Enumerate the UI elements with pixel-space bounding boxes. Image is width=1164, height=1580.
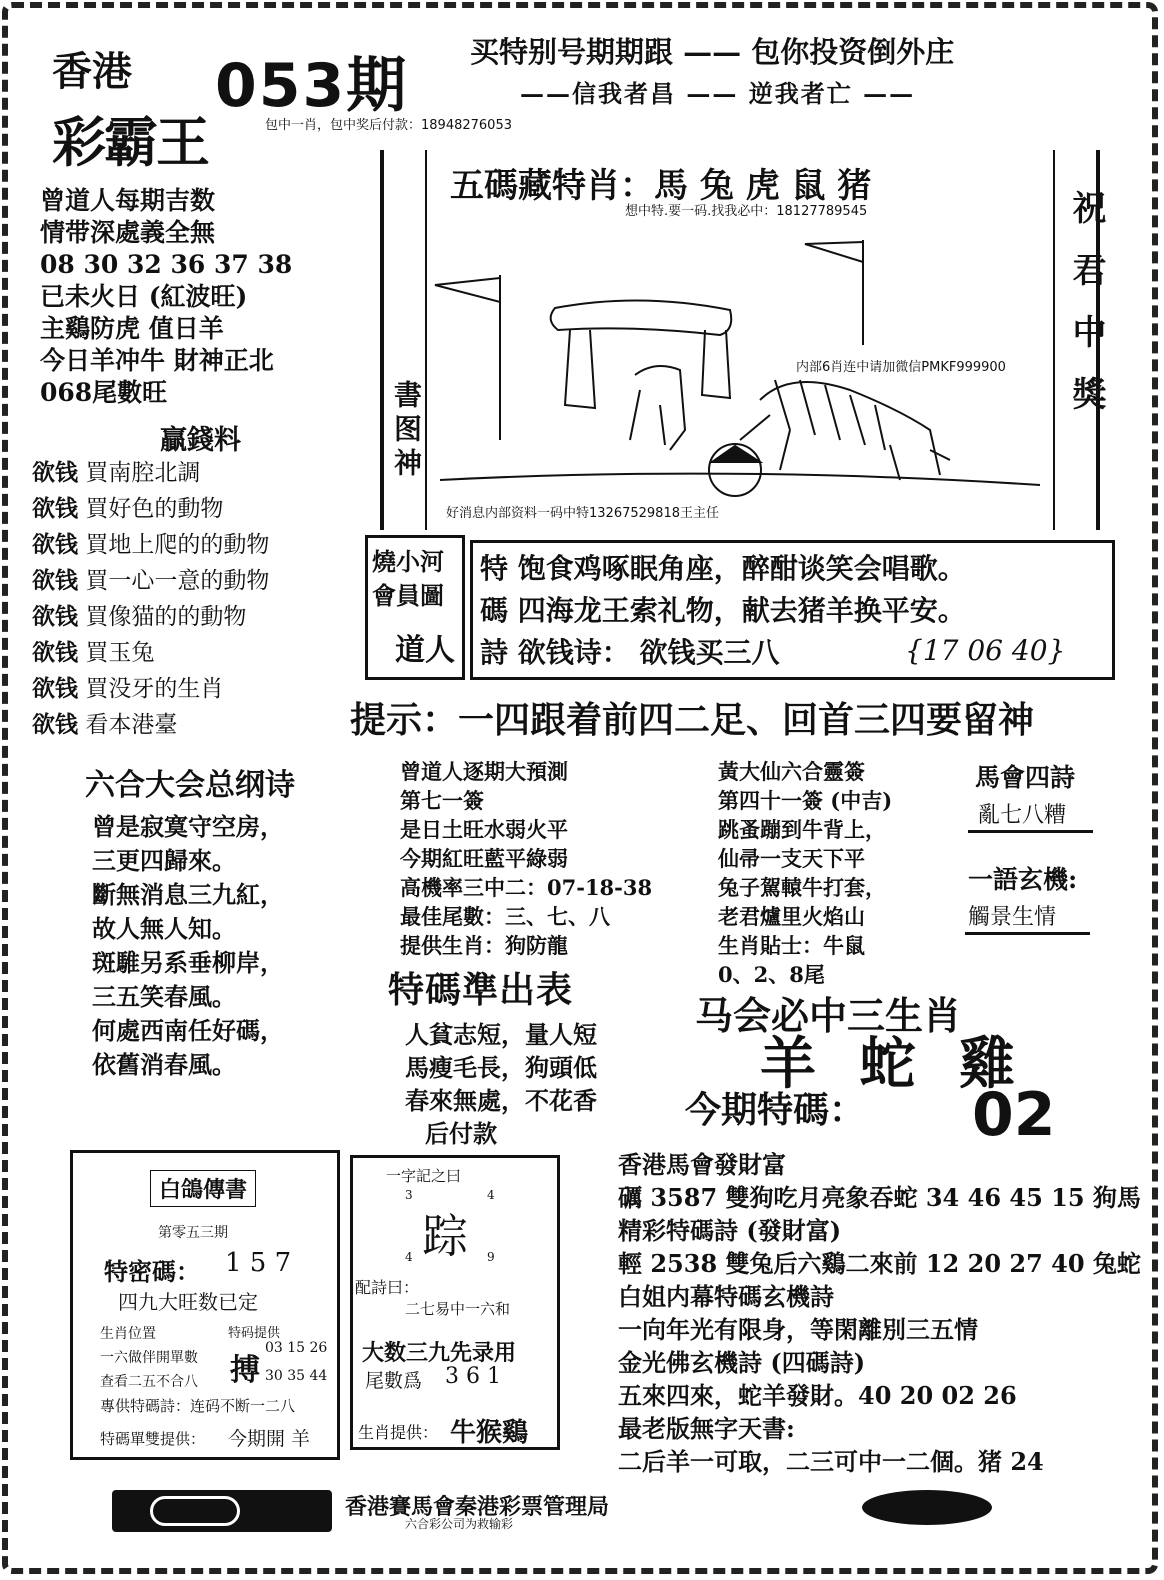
pigeon-provide-nums-2: 30 35 44 — [265, 1368, 328, 1384]
money-text: 看本港臺 — [85, 712, 178, 738]
rb-line: 五來四來，蛇羊發財。40 20 02 26 — [618, 1381, 1017, 1410]
stamp-mid: 會員圖 — [372, 581, 444, 610]
liuhe-line: 三更四歸來。 — [92, 846, 236, 875]
tema-line: 人貧志短，量人短 — [405, 1020, 597, 1049]
money-item — [32, 707, 269, 743]
ad-line-2: 内部6肖连中请加微信PMKF999900 — [796, 360, 1006, 375]
liuhe-line: 曾是寂寞守空房， — [92, 812, 284, 841]
slogan-sub: ——信我者昌 —— 逆我者亡 —— — [520, 79, 916, 108]
liuhe-title: 六合大会总纲诗 — [85, 768, 295, 803]
right-bottom-block — [618, 1148, 1141, 1478]
pigeon-tema-label: 特密碼： — [104, 1257, 200, 1286]
money-prefix: 欲钱 — [32, 459, 78, 486]
poem-line: 068尾數旺 — [40, 378, 168, 407]
stone-pillar-right — [702, 330, 730, 398]
huang-line: 兔子駕轅牛打套， — [718, 875, 886, 900]
money-item — [32, 455, 269, 491]
money-item — [32, 599, 269, 635]
slogan-main: 买特别号期期跟 —— 包你投资倒外庄 — [470, 35, 955, 69]
rb-line: 最老版無字天書: — [618, 1414, 795, 1443]
pigeon-pos-line: 查看二五不合八 — [100, 1374, 198, 1390]
zebra-illustration — [430, 230, 1050, 500]
one-word-tail-label: 尾數爲 — [365, 1370, 423, 1392]
three-zodiac-animals: 羊 蛇 雞 — [760, 1031, 1027, 1097]
money-text: 買玉兔 — [85, 640, 155, 666]
money-item — [32, 491, 269, 527]
money-text: 買南腔北調 — [85, 460, 201, 486]
pigeon-title: 白鴿傳書 — [150, 1170, 256, 1207]
money-prefix: 欲钱 — [32, 639, 78, 666]
zeng-line: 曾道人逐期大預測 — [400, 759, 568, 784]
pigeon-single-label: 特碼單雙提供： — [100, 1430, 206, 1448]
footer-text: 香港賽馬會秦港彩票管理局 — [345, 1494, 610, 1520]
money-prefix: 欲钱 — [32, 531, 78, 558]
mahui-title: 馬會四詩 — [975, 763, 1076, 792]
liuhe-poem — [92, 810, 284, 1082]
stamp-bottom: 道人 — [395, 633, 455, 668]
footer-sub: 六合彩公司为救输彩 — [405, 1517, 514, 1531]
five-code-zodiac: 五碼藏特肖：馬 兔 虎 鼠 猪 — [450, 166, 872, 206]
huang-line: 黃大仙六合靈簽 — [718, 759, 865, 784]
pigeon-pos-line: 生肖位置 — [100, 1326, 156, 1342]
hint-text: 一四跟着前四二足、回首三四要留神 — [458, 699, 1035, 741]
pigeon-issue: 第零五三期 — [158, 1225, 228, 1241]
money-item — [32, 563, 269, 599]
special-poem-line: 特 饱食鸡啄眠角座，醉酣谈笑会唱歌。 — [480, 552, 966, 585]
huang-line: 第四十一簽 (中吉) — [718, 788, 893, 813]
zeng-line: 是日土旺水弱火平 — [400, 817, 568, 842]
yiyu-divider — [965, 932, 1090, 935]
zeng-predict — [400, 757, 652, 960]
pigeon-pos-line: 一六做伴開單數 — [100, 1350, 198, 1366]
money-text: 買像猫的的動物 — [85, 604, 247, 630]
yiyu-title: 一語玄機: — [968, 865, 1078, 894]
one-word-char: 踪 — [422, 1209, 468, 1263]
one-word-zodiac-value: 牛猴鷄 — [450, 1418, 529, 1448]
money-prefix: 欲钱 — [32, 567, 78, 594]
one-word-title: 一字記之曰 — [386, 1167, 462, 1185]
zeng-line: 提供生肖：狗防龍 — [400, 933, 568, 958]
money-text: 買好色的動物 — [85, 496, 224, 522]
money-title: 贏錢料 — [160, 425, 241, 456]
pigeon-provide-char: 搏 — [230, 1353, 260, 1388]
center-divider-right — [1053, 150, 1055, 530]
one-word-num: 4 — [487, 1188, 495, 1202]
liuhe-line: 斑騅另系垂柳岸， — [92, 948, 284, 977]
money-item — [32, 671, 269, 707]
one-word-tail-value: 3 6 1 — [445, 1364, 501, 1389]
huang-line: 老君爐里火焰山 — [718, 904, 865, 929]
pigeon-tema-value: 1 5 7 — [225, 1248, 292, 1278]
tema-line: 后付款 — [425, 1119, 497, 1148]
poem-line: 曾道人每期吉数 — [40, 186, 216, 215]
stone-pillar-left — [565, 330, 595, 408]
brand-name: 彩霸王 — [52, 110, 208, 174]
money-prefix: 欲钱 — [32, 603, 78, 630]
rb-line: 輕 2538 雙兔后六鷄二來前 12 20 27 40 兔蛇 — [618, 1249, 1141, 1278]
money-text: 買没牙的生肖 — [85, 676, 224, 702]
zebra-walking — [740, 382, 950, 480]
ad-line-3: 好消息内部资料一码中特13267529818王主任 — [446, 506, 719, 521]
poem-line: 已未火日 (紅波旺) — [40, 282, 248, 311]
three-zodiac-title: 马会必中三生肖 — [695, 994, 962, 1038]
rb-line: 礪 3587 雙狗吃月亮象吞蛇 34 46 45 15 狗馬 — [618, 1183, 1141, 1212]
liuhe-line: 斷無消息三九紅， — [92, 880, 284, 909]
yiyu-text: 觸景生情 — [968, 905, 1057, 930]
pigeon-provide-nums-1: 03 15 26 — [265, 1340, 328, 1356]
money-item — [32, 635, 269, 671]
pigeon-tema-note: 四九大旺数已定 — [118, 1290, 258, 1314]
rb-line: 金光佛玄機詩 (四碼詩) — [618, 1348, 866, 1377]
one-word-zodiac-label: 生肖提供： — [358, 1423, 439, 1442]
hint-label: 提示： — [350, 699, 459, 741]
today-code-label: 今期特碼： — [685, 1090, 866, 1131]
tema-line: 馬瘦毛長，狗頭低 — [405, 1053, 597, 1082]
liuhe-line: 故人無人知。 — [92, 914, 236, 943]
issue-number: 053期 — [215, 51, 409, 121]
liuhe-line: 三五笑春風。 — [92, 982, 236, 1011]
right-vertical-label: 祝君中獎 — [1066, 190, 1106, 438]
poem-line: 主鷄防虎 值日羊 — [40, 314, 224, 343]
money-text: 買一心一意的動物 — [85, 568, 270, 594]
one-word-num: 3 — [405, 1188, 413, 1202]
stone-lintel — [551, 300, 732, 335]
money-prefix: 欲钱 — [32, 711, 78, 738]
ad-line-1: 想中特.要一码.找我必中：18127789545 — [625, 204, 868, 219]
pigeon-provide-label: 特码提供 — [228, 1326, 281, 1341]
one-word-poem: 二七易中一六和 — [405, 1300, 511, 1318]
zeng-line: 高機率三中二：07-18-38 — [400, 875, 653, 900]
zebra-standing — [630, 366, 685, 450]
flag-right — [805, 242, 863, 262]
one-word-poem-label: 配詩曰： — [355, 1278, 420, 1297]
liuhe-line: 何處西南任好碼， — [92, 1016, 284, 1045]
zebra-stripes — [775, 380, 885, 450]
tema-chart-lines — [405, 1018, 597, 1150]
zeng-line: 第七一簽 — [400, 788, 484, 813]
rb-line: 二后羊一可取，二三可中一二個。猪 24 — [618, 1447, 1044, 1476]
special-poem-line: 碼 四海龙王索礼物，献去猪羊换平安。 — [480, 594, 966, 627]
mahui-text: 亂七八糟 — [978, 803, 1067, 828]
huang-line: 仙帚一支天下平 — [718, 846, 865, 871]
tema-chart-title: 特碼準出表 — [388, 970, 574, 1011]
huang-daxian — [718, 757, 892, 989]
poem-line: 08 30 32 36 37 38 — [40, 250, 293, 279]
rb-line: 香港馬會發財富 — [618, 1150, 786, 1179]
pigeon-single-value: 今期開 羊 — [228, 1428, 311, 1450]
pigeon-pos — [100, 1322, 198, 1394]
rb-line: 白姐内幕特碼玄機詩 — [618, 1282, 834, 1311]
one-word-num: 4 — [405, 1250, 413, 1264]
poem-line: 今日羊冲牛 財神正北 — [40, 346, 274, 375]
liuhe-line: 依舊消春風。 — [92, 1050, 236, 1079]
tema-line: 春來無處，不花香 — [405, 1086, 597, 1115]
special-poem-line: 詩 欲钱诗： 欲钱买三八 — [480, 636, 780, 669]
footer-logo-right — [862, 1490, 992, 1525]
zeng-line: 今期紅旺藍平綠弱 — [400, 846, 568, 871]
huang-line: 生肖貼士：牛鼠 — [718, 933, 865, 958]
money-prefix: 欲钱 — [32, 495, 78, 522]
rb-line: 一向年光有限身，等閑離別三五情 — [618, 1315, 978, 1344]
hint-line — [350, 692, 1034, 743]
daily-poem — [40, 185, 292, 409]
brand-hk: 香港 — [52, 49, 132, 95]
huang-line: 0、2、8尾 — [718, 962, 825, 987]
footer-logo-mark — [150, 1496, 240, 1526]
huang-line: 跳蚤蹦到牛背上， — [718, 817, 886, 842]
stamp-top: 燒小河 — [372, 547, 444, 576]
pigeon-lianma: 專供特碼詩：连码不断一二八 — [100, 1397, 296, 1415]
special-poem — [480, 548, 966, 674]
money-item — [32, 527, 269, 563]
money-list — [32, 455, 269, 743]
one-word-num: 9 — [487, 1250, 495, 1264]
one-word-big: 大数三九先录用 — [362, 1341, 517, 1366]
zeng-line: 最佳尾數：三、七、八 — [400, 904, 610, 929]
rb-line: 精彩特碼詩 (發財富) — [618, 1216, 842, 1245]
contact-ad: 包中一肖，包中奖后付款：18948276053 — [265, 118, 512, 133]
money-text: 買地上爬的的動物 — [85, 532, 270, 558]
mahui-divider — [968, 830, 1093, 833]
poem-line: 情带深處義全無 — [40, 218, 216, 247]
special-poem-numbers: {17 06 40} — [905, 634, 1066, 667]
left-vertical-label: 書图神 — [390, 380, 423, 482]
today-code: 02 — [972, 1080, 1056, 1150]
money-prefix: 欲钱 — [32, 675, 78, 702]
flag-left — [435, 278, 500, 302]
